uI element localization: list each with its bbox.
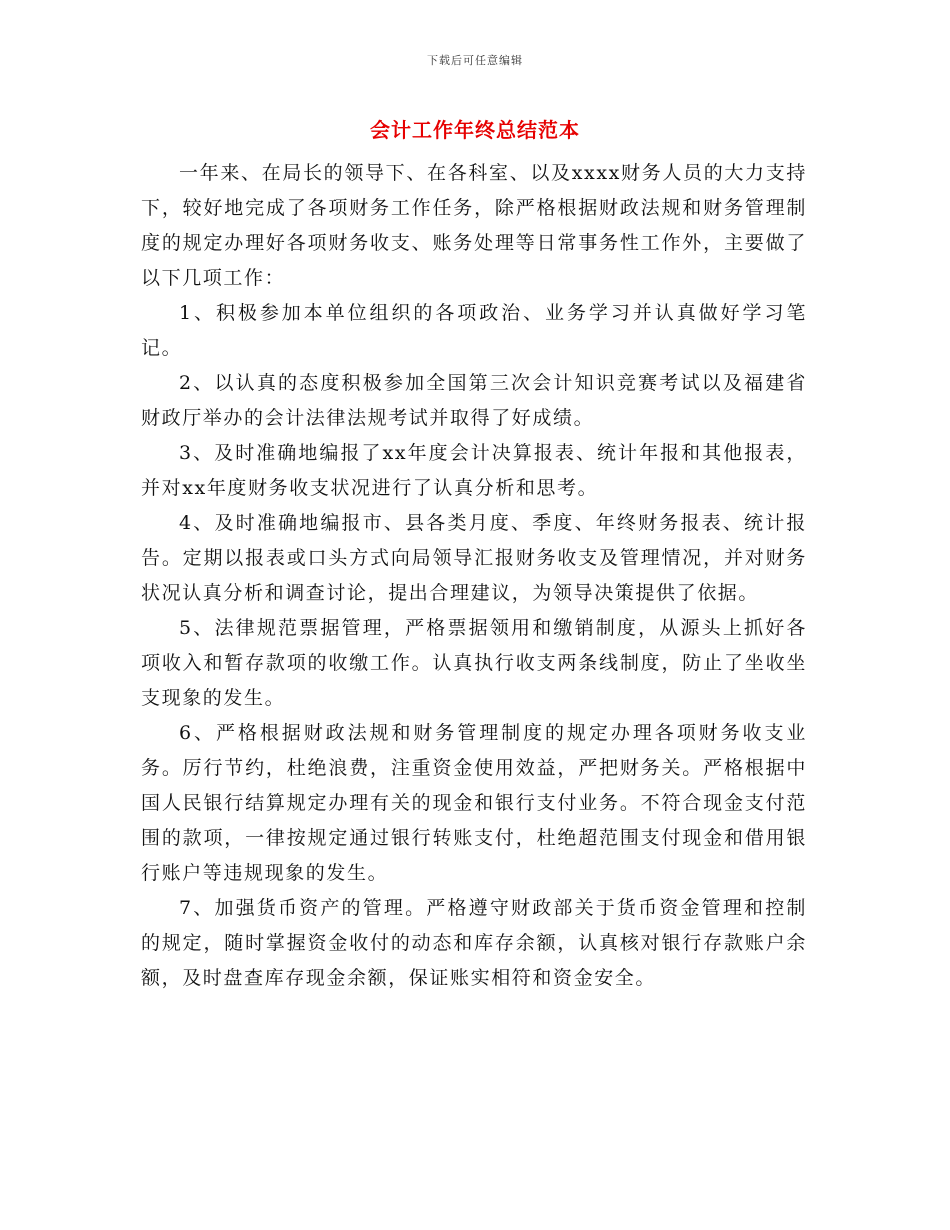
paragraph-item-1: 1、积极参加本单位组织的各项政治、业务学习并认真做好学习笔记。: [141, 302, 807, 359]
paragraph-item-5: 5、法律规范票据管理，严格票据领用和缴销制度，从源头上抓好各项收入和暂存款项的收缴工作。认真执行收支两条线制度，防止了坐收坐支现象的发生。: [141, 617, 807, 709]
paragraph-item-3: 3、及时准确地编报了xx年度会计决算报表、统计年报和其他报表，并对xx年度财务收支状况进行了认真分析和思考。: [141, 442, 807, 499]
paragraph-item-4: 4、及时准确地编报市、县各类月度、季度、年终财务报表、统计报告。定期以报表或口头方式向局领导汇报财务收支及管理情况，并对财务状况认真分析和调查讨论，提出合理建议，为领导决策提供了依据。: [141, 512, 807, 604]
header-note: 下载后可任意编辑: [427, 54, 523, 67]
paragraph-intro: 一年来、在局长的领导下、在各科室、以及xxxx财务人员的大力支持下，较好地完成了各项财务工作任务，除严格根据财政法规和财务管理制度的规定办理好各项财务收支、账务处理等日常事务性工作外，主要做了以下几项工作：: [141, 162, 807, 289]
document-title: 会计工作年终总结范本: [370, 118, 580, 142]
document-body: [141, 156, 807, 996]
paragraph-item-7: 7、加强货币资产的管理。严格遵守财政部关于货币资金管理和控制的规定，随时掌握资金收付的动态和库存余额，认真核对银行存款账户余额，及时盘查库存现金余额，保证账实相符和资金安全。: [141, 897, 807, 989]
paragraph-item-2: 2、以认真的态度积极参加全国第三次会计知识竞赛考试以及福建省财政厅举办的会计法律法规考试并取得了好成绩。: [141, 372, 807, 429]
paragraph-item-6: 6、严格根据财政法规和财务管理制度的规定办理各项财务收支业务。厉行节约，杜绝浪费，注重资金使用效益，严把财务关。严格根据中国人民银行结算规定办理有关的现金和银行支付业务。不符合现金支付范围的款项，一律按规定通过银行转账支付，杜绝超范围支付现金和借用银行账户等违规现象的发生。: [141, 722, 807, 884]
